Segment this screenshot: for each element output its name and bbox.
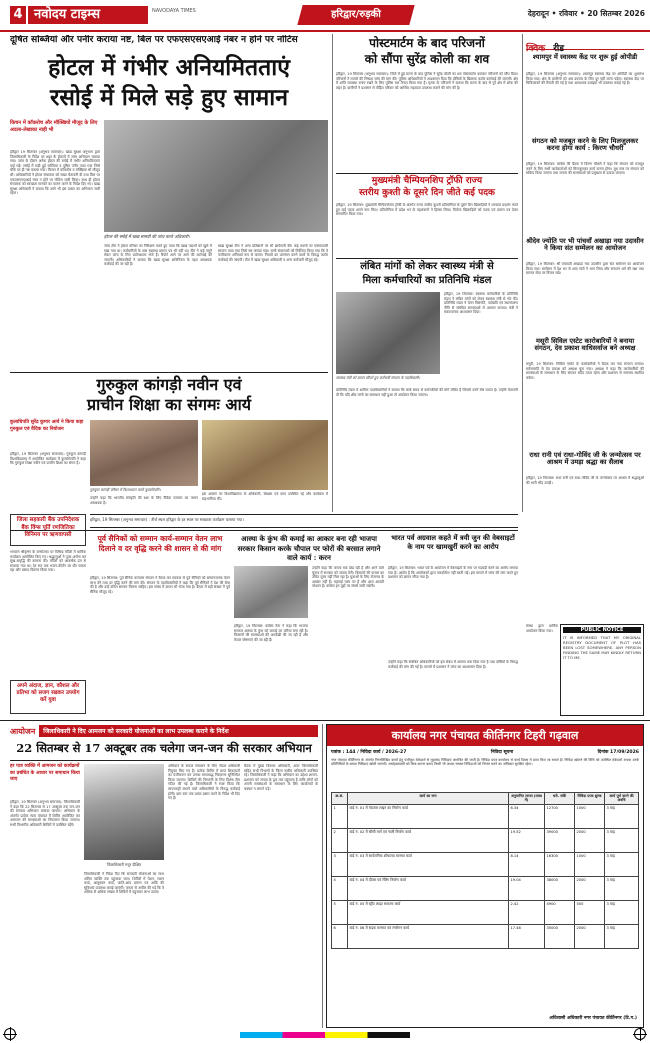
- tender-col-sno: क्र.सं.: [332, 793, 348, 805]
- table-row: 2 वार्ड नं. 02 में सीसी मार्ग एवं नाली निर्माण कार्य 19.52 39000 2000 3 माह: [332, 828, 639, 852]
- table-row: 6 वार्ड नं. 06 में सड़क मरम्मत एवं रंगरोगन कार्य 17.48 35000 2000 3 माह: [332, 924, 639, 948]
- story4-body: हरिद्वार, 19 सितम्बर: मुख्यमंत्री चैम्पियनशिप ट्रॉफी के अंतर्गत राज्य स्तरीय कुश्ती प्रतियोगिता के दूसरे दिन खिलाड़ियों ने शानदार प्रदर्शन करते हुए कई पदक अपने नाम किए। प्रतियोगिता में प्रदेश भर के पहलवानों ने हिस्सा लिया। विजेता खिलाड़ियों को पदक एवं प्रमाण पत्र देकर सम्मानित किया गया।: [336, 203, 518, 217]
- story4-headline-1: मुख्यमंत्री चैम्पियनशिप ट्रॉफी राज्य: [371, 176, 483, 186]
- quick-read-body-3: हरिद्वार, 19 सितम्बर: श्री पंचायती अखाड़ा नया उदासीन द्वारा संत सम्मेलन का आयोजन किया गया। सम्मेलन में देश भर से आए संतों ने भाग लिया और सनातन धर्म की रक्षा तथा समाज सेवा पर विचार रखे।: [526, 262, 644, 276]
- aayojan-photo-caption: जिलाधिकारी मयूर दीक्षित: [106, 862, 142, 867]
- tender-notice-title: निविदा सूचना: [490, 750, 514, 755]
- aayojan-label: आयोजन: [10, 726, 36, 736]
- section-title: हरिद्वार/रुड़की: [331, 9, 381, 20]
- story5-headline-1: लंबित मांगों को लेकर स्वास्थ्य मंत्री से: [360, 261, 494, 272]
- tender-date: दिनांक 17/09/2026: [597, 750, 639, 755]
- story5-photo-caption: स्वास्थ्य मंत्री को ज्ञापन सौंपते हुए कर्मचारी संगठन के पदाधिकारी।: [336, 376, 421, 380]
- paper-tagline: NAVODAYA TIMES: [152, 8, 196, 14]
- tender-box: [326, 724, 644, 1028]
- story3-headline-2: को सौंपा सुरेंद्र कोली का शव: [364, 52, 490, 66]
- row2-d-body-2: उन्होंने कहा कि संबंधित अधिकारियों को इस संबंध में अवगत करा दिया गया है तथा दोषियों के विरुद्ध कार्रवाई की मांग की गई है। मामले में प्रशासन ने जांच का आश्वासन दिया है।: [388, 660, 518, 669]
- public-notice: [560, 624, 644, 716]
- mid-strip: हरिद्वार, 19 सितम्बर (अनुभव समाचार) : तीर्थ स्थल हरिद्वार के हर स्थल पर स्वच्छता कार्यक्रम चलाया गया।: [90, 514, 518, 528]
- quick-read-item-5: मसूरी सिविल एस्टेट कारोबारियों ने बनाया संगठन, देव प्रकाश वाधिसर्वाज बने अध्यक्ष: [534, 337, 636, 352]
- table-row: 1 वार्ड नं. 01 में पेयजल लाइन का निर्माण कार्य 6.34 12700 1000 3 माह: [332, 804, 639, 828]
- aayojan-body-col4: बैठक में मुख्य विकास अधिकारी, अपर जिलाधिकारी सहित सभी विभागों के जिला स्तरीय अधिकारी उपस्थित रहे। जिलाधिकारी ने कहा कि अभियान का उद्देश्य शासन-प्रशासन को जनता के द्वार तक पहुंचाना है ताकि लोगों को अपनी समस्याओं के समाधान के लिए कार्यालयों के चक्कर न लगाने पड़ें।: [244, 764, 318, 791]
- story5-headline-2: मिला कर्मचारियों का प्रतिनिधि मंडल: [362, 275, 492, 286]
- row2-right-body: संस्था द्वारा धार्मिक आयोजन किया गया।: [526, 624, 558, 633]
- lead-photo-caption: होटल की रसोई में खाद्य सामग्री की जांच करते अधिकारी।: [104, 234, 190, 239]
- table-row: 3 वार्ड नं. 03 में सार्वजनिक शौचालय मरम्मत कार्य 8.14 16300 1000 3 माह: [332, 852, 639, 876]
- quick-read-body-2: हरिद्वार, 19 सितम्बर: कांग्रेस की बैठक में किरण चौधरी ने कहा कि संगठन को मजबूत करने के लिए सभी कार्यकर्ताओं को मिलजुलकर कार्य करना होगा। बूथ स्तर पर संगठन को सक्रिय किया जाएगा तथा जनता की समस्याओं को प्रमुखता से उठाया जाएगा।: [526, 162, 644, 176]
- quick-read-label-2: रीड: [553, 44, 565, 54]
- row2-a-headline: पूर्व सैनिकों को सम्मान कार्य-सम्मान वेतन लाभ दिलाने व दर वृद्धि करने की शासन से की मांग: [97, 534, 223, 553]
- quick-read-body-5: हरिद्वार, 19 सितम्बर: राधा रानी एवं राधा-गोविंद जी के जन्मोत्सव पर आश्रम में श्रद्धालुओं की भारी भीड़ उमड़ी।: [526, 476, 644, 485]
- lead-headline-2: रसोई में मिले सड़े हुए सामान: [49, 84, 289, 111]
- tender-table: [331, 792, 639, 949]
- color-bar: [240, 1032, 410, 1038]
- lead-body-col3: खाद्य सुरक्षा टीम ने अन्य प्रतिष्ठानों पर भी छापेमारी की। कई स्थानों पर एक्सपायरी सामान पाया गया जिसे नष्ट कराया गया। सभी संचालकों को निर्देशित किया गया कि वे पंजीकरण अनिवार्य रूप से कराएं। नियमों का उल्लंघन करने वालों के विरुद्ध कठोर कार्रवाई की जाएगी। टीम में खाद्य सुरक्षा अधिकारी व अन्य कर्मचारी मौजूद रहे।: [218, 244, 328, 262]
- lead-headline-1: होटल में गंभीर अनियमितताएं: [48, 54, 290, 81]
- quick-read-header: [526, 36, 644, 54]
- story2-photo: [90, 420, 198, 486]
- row2-b-body-1: हरिद्वार, 19 सितम्बर: कांग्रेस नेता ने कहा कि भाजपा सरकार आस्था के कुंभ को कमाई का जरिया बना रही है। किसानों की समस्याओं की अनदेखी की जा रही है और केवल घोषणाएं की जा रही हैं।: [234, 624, 308, 642]
- quick-read-body-1: हरिद्वार, 19 सितम्बर (अनुभव समाचार): श्यामपुर स्वास्थ्य केंद्र पर ओपीडी का शुभारंभ किया गया। क्षेत्र के ग्रामीणों को अब उपचार के लिए दूर नहीं जाना पड़ेगा। स्वास्थ्य केंद्र पर चिकित्सकों की तैनाती की गई है तथा आवश्यक दवाइयां भी उपलब्ध कराई गई हैं।: [526, 72, 644, 86]
- story2-body-col2: उन्होंने कहा कि भारतीय संस्कृति की रक्षा के लिए वैदिक परम्परा का पालन आवश्यक है।: [90, 496, 198, 505]
- aayojan-strip: [10, 724, 318, 738]
- lead-strap: दूषित सब्जियां और पनीर कराया नष्ट, बिल पर एफएसएसएआई नंबर न होने पर नोटिस: [10, 35, 298, 45]
- registration-mark-icon: [634, 1028, 646, 1040]
- lead-kicker: किचन में कॉकरोच और मॉक्खियों मौजूद के लिए अदला-लेखाका नाही भी: [10, 120, 98, 133]
- quick-read-item-1: श्यामपुर में स्वास्थ्य केंद्र पर शुरू हुई ओपीडी: [532, 53, 638, 61]
- table-row: 4 वार्ड नं. 04 में दीवार एवं रेलिंग निर्माण कार्य 19.04 38000 2000 3 माह: [332, 876, 639, 900]
- aayojan-body-col2: जिलाधिकारी ने निर्देश दिए कि सरकारी योजनाओं का लाभ अंतिम व्यक्ति तक पहुंचाया जाए। शिविरों में पेंशन, राशन कार्ड, आयुष्मान कार्ड, जाति-आय प्रमाण पत्र आदि की सुविधाएं उपलब्ध कराई जाएंगी। जनता से अपील की गई कि वे अधिक से अधिक संख्या में शिविरों में पहुंचकर लाभ उठाएं।: [84, 872, 164, 895]
- story3-headline-1: पोस्टमार्टम के बाद परिजनों: [369, 36, 485, 50]
- row2-d-body: हरिद्वार, 19 सितम्बर: भारत पर्व के आयोजन में वेबसाइटों के नाम पर गड़बड़ी करने का आरोप लगाया गया है। आरोप है कि आयोजकों द्वारा पारदर्शिता नहीं बरती गई। इस मामले में जांच की मांग करते हुए प्रशासन को ज्ञापन सौंपा गया है।: [388, 566, 518, 580]
- tender-col-emd: धरो. राशि: [545, 793, 575, 805]
- lead-body-col1: हरिद्वार 19 सितम्बर (अनुभव समाचार): खाद्य सुरक्षा अनुभाग द्वारा जिलाधिकारी के निर्देश पर शहर के होटलों में जांच अभियान चलाया गया। जांच के दौरान अनेक होटल की रसोई में गंभीर अनियमितताएं पाई गईं। रसोई में सड़ी हुई सब्जियां व दूषित पनीर पाया गया जिसे मौके पर ही नष्ट कराया गया। किचन में कॉकरोच व मक्खियां भी मौजूद थीं। अधिकारियों ने होटल संचालक को सख्त चेतावनी दी तथा बिल पर एफएसएसएआई नंबर न होने पर नोटिस जारी किया। साथ ही होटल संचालक को स्वच्छता मानकों का पालन करने के निर्देश दिए गए। खाद्य सुरक्षा अधिकारी ने बताया कि आगे भी इस प्रकार का अभियान जारी रहेगा।: [10, 150, 100, 196]
- story3-body: हरिद्वार, 19 सितम्बर (अनुभव समाचार): जिले में हुई घटना के बाद पुलिस ने सुरेंद्र कोली का शव पोस्टमार्टम कराकर परिजनों को सौंप दिया। परिजनों ने मामले की निष्पक्ष जांच की मांग की। पुलिस अधिकारियों ने आश्वासन दिया कि दोषियों के खिलाफ कठोर कार्रवाई की जाएगी। क्षेत्र में शांति व्यवस्था बनाए रखने के लिए पुलिस बल तैनात किया गया है। मृतक के परिजनों ने बताया कि घटना के बाद से पूरे क्षेत्र में शोक की लहर है। ग्रामीणों ने प्रशासन से पीड़ित परिवार को आर्थिक सहायता उपलब्ध कराने की मांग की है।: [336, 72, 518, 90]
- aayojan-headline: 22 सितम्बर से 17 अक्टूबर तक चलेगा जन-जन की सरकार अभियान: [16, 741, 312, 755]
- story5-body-col1: हरिद्वार, 19 सितम्बर: स्वास्थ्य कर्मचारियों के प्रतिनिधि मंडल ने लंबित मांगों को लेकर स्वास्थ्य मंत्री से भेंट की। प्रतिनिधि मंडल ने वेतन विसंगति, पदोन्नति एवं स्थानांतरण नीति से संबंधित समस्याओं से अवगत कराया। मंत्री ने सकारात्मक आश्वासन दिया।: [444, 292, 518, 315]
- promo-left-2: अपने अंदाज, ज्ञान, कौशल और प्रतिभा को सजग रखकर उपयोग करें युवा: [10, 680, 86, 714]
- story2-headline-2: प्राचीन शिक्षा का संगमः आर्य: [86, 395, 252, 414]
- story2-body-col1: हरिद्वार, 19 सितम्बर (अनुभव समाचार): गुरुकुल कांगड़ी विश्वविद्यालय में आयोजित कार्यक्रम में कुलाधिपति ने कहा कि गुरुकुल शिक्षा नवीन एवं प्राचीन शिक्षा का संगम है।: [10, 452, 86, 466]
- row2-left-body: भगवान श्रीकृष्ण के जन्मोत्सव पर विभिन्न मंदिरों में धार्मिक कार्यक्रम आयोजित किए गए। श्रद्धालुओं ने पूजा-अर्चना कर सुख-समृद्धि की कामना की। मंदिरों को आकर्षक ढंग से सजाया गया था। देर रात तक भजन-कीर्तन का दौर चलता रहा और प्रसाद वितरण किया गया।: [10, 550, 86, 573]
- tender-col-period: कार्य पूर्ण करने की अवधि: [605, 793, 639, 805]
- registration-mark-icon: [4, 1028, 16, 1040]
- story2-body-col3: इस अवसर पर विश्वविद्यालय के अधिकारी, शिक्षक एवं छात्र उपस्थित रहे और कार्यक्रम में सहभागिता की।: [202, 492, 328, 501]
- dateline: देहरादून • रविवार • 20 सितम्बर 2026: [527, 9, 645, 18]
- aayojan-kicker: हर पात्र व्यक्ति में आमजन को कार्यक्रमों का प्रबंधित के आधार पर समाधान किया जाए: [10, 764, 80, 782]
- quick-read-item-6: राधा रानी एवं राधा-गोविंद जी के जन्मोत्सव पर आश्रम में उमड़ा श्रद्धा का सैलाब: [529, 451, 641, 466]
- row2-b-headline: आस्था के कुंभ की कमाई का आकार बना रही भाजपा सरकार किसान करके चौपाल पर फोरों की बरसात लगाने वाले कार्य : करन: [237, 534, 381, 562]
- tender-col-work: कार्य का नाम: [348, 793, 509, 805]
- story2-headline-1: गुरुकुल कांगड़ी नवीन एवं: [96, 375, 242, 394]
- promo-left: जिला सहकारी बैंक उपनिदेशक बैंक विंग्स पूर्ति रणजितिका विनिमय पर ऋणवापसी: [10, 514, 86, 546]
- tender-intro: नगर पंचायत कीर्तिनगर के अंतर्गत निम्नलिखित कार्यों हेतु पंजीकृत ठेकेदारों से मुहरबंद निविदाएं आमंत्रित की जाती हैं। निविदा प्रपत्र कार्यालय से कार्य दिवस में प्राप्त किए जा सकते हैं। निविदा खोलने की तिथि को उपस्थित ठेकेदारों अथवा उनके प्रतिनिधियों के समक्ष निविदाएं खोली जाएंगी। अधोहस्ताक्षरी को बिना कारण बताए किसी भी अथवा समस्त निविदाओं को निरस्त करने का अधिकार सुरक्षित रहेगा।: [331, 758, 639, 767]
- tender-col-fee: निविदा प्रपत्र शुल्क: [575, 793, 605, 805]
- tender-signature: अधिशासी अधिकारी नगर पंचायत कीर्तिनगर (टि.ग.): [549, 1016, 637, 1021]
- aayojan-text: जिलाधिकारी ने दिए आमजन को सरकारी योजनाओं का लाभ उपलब्ध कराने के निर्देश: [39, 725, 318, 737]
- quick-read-item-4: श्रीदेव ज्योति पर भी पांचवाँ अखाड़ा नया उदासीन ने किया संत सम्मेलन का आयोजन: [526, 237, 644, 252]
- aayojan-body-col1: हरिद्वार, 19 सितम्बर (अनुभव समाचार): जिलाधिकारी ने कहा कि 22 सितम्बर से 17 अक्टूबर तक जन-जन की सरकार अभियान चलाया जाएगा। अभियान के अंतर्गत प्रत्येक न्याय पंचायत में शिविर आयोजित कर आमजन की समस्याओं का निस्तारण किया जाएगा। सभी विभागीय अधिकारी शिविरों में उपस्थित रहेंगे।: [10, 800, 80, 827]
- story5-body-col2: प्रतिनिधि मंडल में शामिल पदाधिकारियों ने बताया कि लम्बे समय से कर्मचारियों की मांगें लंबित हैं जिससे उनमें रोष व्याप्त है। उन्होंने चेतावनी दी कि यदि शीघ्र मांगों का समाधान नहीं हुआ तो आंदोलन किया जाएगा।: [336, 388, 518, 397]
- page-number: 4: [10, 6, 26, 24]
- row2-b-body-2: उन्होंने कहा कि जनता सब देख रही है और आने वाले चुनाव में सरकार को जवाब देगी। किसानों की फसल का उचित मूल्य नहीं मिल रहा है। युवाओं के लिए रोजगार के अवसर नहीं हैं। महंगाई चरम पर है और आम आदमी परेशान है। कांग्रेस इन मुद्दों पर संघर्ष जारी रखेगी।: [312, 566, 384, 589]
- row2-b-photo: [234, 566, 308, 618]
- aayojan-body-col3: अभियान के सफल संचालन के लिए नोडल अधिकारी नियुक्त किए गए हैं। प्रत्येक शिविर में प्राप्त शिकायतों का पंजीकरण कर उनका समयबद्ध निस्तारण सुनिश्चित किया जाएगा। शिविरों की निगरानी के लिए विशेष टीम गठित की गई है। जिलाधिकारी ने स्पष्ट किया कि लापरवाही बरतने वाले अधिकारियों के विरुद्ध कार्रवाई होगी। ग्राम स्तर तक प्रचार-प्रसार करने के निर्देश भी दिए गए हैं।: [168, 764, 240, 801]
- masthead: [0, 0, 650, 30]
- tender-patrank: पत्रांक : 144 / निविदा कार्य / 2026-27: [331, 750, 407, 755]
- quick-read-label-1: क्विक: [526, 44, 546, 54]
- public-notice-body: IT IS INFORMED THAT MY ORIGINAL REGISTRY DOCUMENT OF PLOT HAS BEEN LOST SOMEWHERE. ANY PERSON FINDING THE SAME MAY KINDLY RETURN IT TO ME.: [563, 635, 641, 660]
- tender-header: कार्यालय नगर पंचायत कीर्तिनगर टिहरी गढ़वाल: [327, 725, 643, 746]
- lead-body-col2: जांच टीम ने होटल परिसर का निरीक्षण करते हुए पाया कि खाद्य पदार्थों को खुले में रखा गया था। कर्मचारियों के पास स्वास्थ्य प्रमाण पत्र भी नहीं था। टीम ने कई नमूने लेकर जांच के लिए प्रयोगशाला भेजे हैं। रिपोर्ट आने पर आगे की कार्रवाई की जाएगी। अधिकारियों ने बताया कि खाद्य सुरक्षा अधिनियम के तहत आवश्यक कार्रवाई की जा रही है।: [104, 244, 212, 267]
- aayojan-photo: [84, 764, 164, 860]
- story2-photo-2: [202, 420, 328, 490]
- lead-photo: [104, 120, 328, 232]
- story4-headline-2: स्तरीय कुश्ती के दूसरे दिन जीते कई पदक: [359, 188, 495, 198]
- paper-name: नवोदय टाइम्स: [28, 6, 148, 24]
- table-row: 5 वार्ड नं. 05 में स्ट्रीट लाइट स्थापना कार्य 2.42 4900 500 3 माह: [332, 900, 639, 924]
- story2-kicker: कुलाधिपति सुरेंद्र कुमार आर्य ने किया कहा गुरुकुल एवं वैदिक का नियोजन: [10, 420, 84, 432]
- row2-d-headline: भारत पर्व अग्रवाल कहते में त्रयी जुन की वेबसाइटों के नाम पर खामखुर्री करने का आरोप: [391, 534, 515, 551]
- row2-a-body: हरिद्वार, 19 सितम्बर: पूर्व सैनिक कल्याण संगठन ने बैठक कर सरकार से पूर्व सैनिकों को सम्मानजनक वेतन लाभ देने तथा दर वृद्धि करने की मांग की। संगठन के पदाधिकारियों ने कहा कि पूर्व सैनिकों ने देश की सेवा की है और उन्हें उचित सम्मान मिलना चाहिए। इस संबंध में ज्ञापन भी भेजा गया है। बैठक में बड़ी संख्या में पूर्व सैनिक मौजूद रहे।: [90, 576, 230, 594]
- tender-col-cost: अनुमानित लागत (लाख में): [509, 793, 545, 805]
- story2-photo-caption: गुरुकुल कांगड़ी परिसर में विश्वभारत करते कुलाधिपति।: [90, 488, 161, 492]
- quick-read-body-4: मसूरी, 19 सितम्बर: सिविल एस्टेट के कारोबारियों ने बैठक कर नया संगठन बनाया। सर्वसम्मति से देव प्रकाश को अध्यक्ष चुना गया। अध्यक्ष ने कहा कि कारोबारियों की समस्याओं के समाधान के लिए संगठन सदैव तत्पर रहेगा और प्रशासन से समन्वय स्थापित करेगा।: [526, 362, 644, 380]
- story5-photo: [336, 292, 440, 374]
- public-notice-title: PUBLIC NOTICE: [563, 627, 641, 633]
- quick-read-item-2: संगठन को मजबूत करने के लिए मिलजुलकर करना होगा कार्य : किरण चौधरी: [531, 137, 639, 152]
